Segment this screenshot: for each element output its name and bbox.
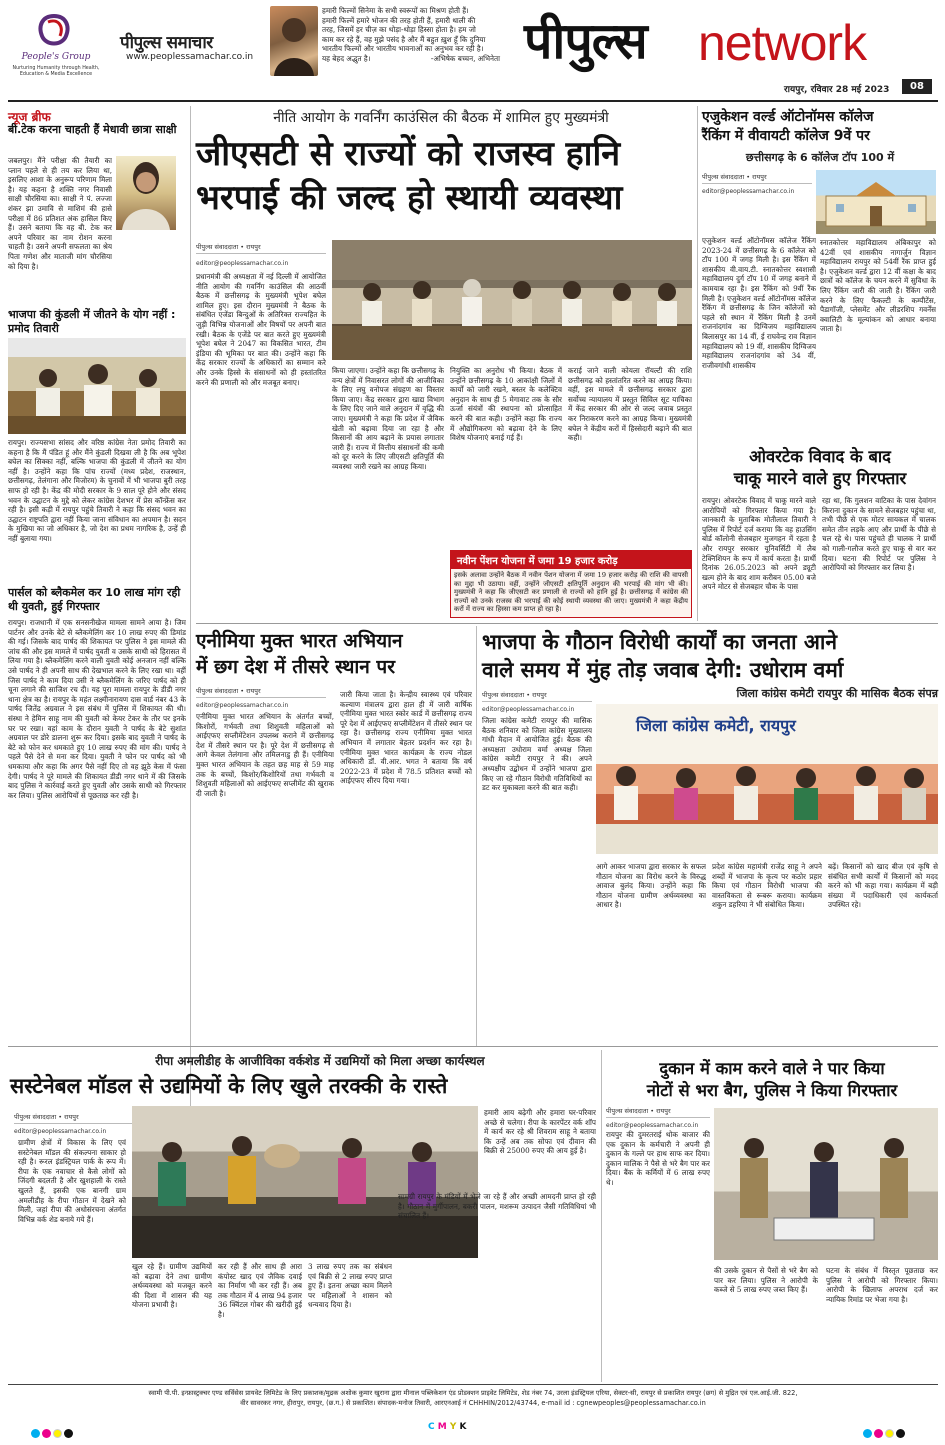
cmyk-letter: Y [449,1422,457,1432]
yellow-dot-icon [53,1429,62,1438]
worksite-text: 3 लाख रुपए तक का संबंधन एवं बिक्री से 2 लाख रुपए प्राप्त हुए हैं। इतना अच्छा काम मिलने पर महिलाओं ने शासन को धन्यवाद दिया है। [308,1262,392,1310]
nps-box [450,550,692,618]
group-tagline: Nurturing Humanity through Health, Education & Media Excellence [12,66,100,77]
nps-text: इसके अलावा उन्होंने बैठक में नवीन पेंशन योजना में जमा 19 हजार करोड़ की राशि की वापसी का मुद्दा भी उठाया। वहीं, उन्होंने जीएसटी क्षतिपूर्ति अनुदान की भरपाई की मांग भी की। मुख्यमंत्री ने कहा कि जीएसटी कर प्रणाली से राज्यों को हानि हुई है। छत्तीसगढ़ में कांग्रेस की राज्यों को उनके राजस्व की भरपाई की कोई स्थायी व्यवस्था की जाए। मुख्यमंत्री ने कहा केंद्रीय करों में राज्य का हिस्सा कम प्राप्त हो रहा है। [454,571,688,614]
bjp-text: प्रदेश कांग्रेस महामंत्री राजेंद्र साहू ने अपने शब्दों में भाजपा के कृत्य पर कठोर प्रहार किया एवं गौठान विरोधी भाजपा की वास्तविकता से रूबरू कराया। कार्यक्रम शकुन डहरिया ने भी संबोधित किया। [712,862,822,910]
anemia-headline-line: में छग देश में तीसरे स्थान पर [196,656,395,678]
brief-title: भाजपा की कुंडली में जीतने के योग नहीं : प्रमोद तिवारी [8,308,176,335]
cmyk-strip [0,1418,945,1442]
worksite-kicker: रीपा अमलीडीह के आजीविका वर्कशेड में उद्यमियों को मिला अच्छा कार्यस्थल [155,1054,485,1068]
news-brief-label: न्यूज ब्रीफ [8,110,51,124]
college-headline-line: रैंकिंग में वीवायटी कॉलेज 9वें पर [702,128,870,144]
photo-banner-text: जिला कांग्रेस कमेटी, रायपुर [636,716,796,735]
worksite-text: सामग्री रायपुर के मंडियों में भेजे जा रहे हैं और अच्छी आमदनी प्राप्त हो रही है। गौठान में मुर्गीपालन, बकरी पालन, मशरूम उत्पादन जैसी गतिविधियां भी संचालित हैं। [398,1192,596,1221]
police-arrest-photo [714,1108,938,1260]
yellow-dot-icon [885,1429,894,1438]
college-photo [816,170,936,234]
email[interactable]: editor@peoplessamachar.co.in [606,1122,699,1129]
overtake-text: रहा था, कि गुलशन वाटिका के पास देवांगन किराना दुकान के सामने सेजबहार पहुंचा था, तभी पीछे से एक मोटर सायकल में चालक समेत तीन लड़के आए और प्रार्थी के पीछे से चल रहे थे। पास पहुंचते ही चालक ने प्रार्थी को गाली-गलौज करते हुए चाकू से वार कर दिया। घटना की रिपोर्ट पर पुलिस ने आरोपियों को गिरफ्तार कर लिया है। [822,496,936,573]
email[interactable]: editor@peoplessamachar.co.in [482,706,575,713]
college-subhead: छत्तीसगढ़ के 6 कॉलेज टॉप 100 में [745,151,895,164]
shop-headline [606,1058,938,1102]
paper-name-small: पीपुल्स समाचार [120,33,213,53]
page-number: 08 [902,79,932,94]
email[interactable]: editor@peoplessamachar.co.in [196,260,289,267]
worksite-text: हमारी आय बढ़ेगी और हमारा घर-परिवार अच्छे से चलेगा। रीपा के कारपेंटर वर्क शॉप में कार्य कर रहे श्री शिवराम साहू ने बताया कि उन्हें अब तक सोफा एवं दीवान की बिक्री से 25000 रुपए की आय हुई है। [484,1108,596,1156]
quote-line: तरह, जिसमें हर चीज़ का थोड़ा-थोड़ा हिस्सा होता है। हम जो [322,25,476,35]
shop-text: रायपुर की दुमरतराई थोक बाजार की एक दुकान के कर्मचारी ने अपनी ही दुकान के गल्ले पर हाथ साफ कर दिया। दुकान मालिक ने पैसे से भरे बैग पार कर दिया। बैंक के कर्मियों में 6 लाख रुपए थे। [606,1130,710,1187]
masthead-rule [8,100,938,102]
cmyk-letter: K [459,1422,467,1432]
shop-headline-line: नोटों से भरा बैग, पुलिस ने किया गिरफ्तार [646,1081,898,1100]
column-divider [697,106,698,621]
brand-hindi: पीपुल्स [524,12,647,70]
lead-headline [196,132,696,220]
cmyk-mark-right [862,1423,906,1442]
overtake-headline-line: ओवरटेक विवाद के बाद [749,447,891,466]
bjp-headline-line: भाजपा के गौठान विरोधी कार्यों का जनता आने [482,630,838,654]
quote-line: भारतीय फिल्मों और भारतीय भावनाओं का अनुभव कर रही है। [322,44,484,54]
overtake-text: रायपुर। ओवरटेक विवाद में चाकू मारने वाले आरोपियों को गिरफ्तार किया गया है। जानकारी के मुताबिक मोतीलाल तिवारी ने पुलिस में रिपोर्ट दर्ज कराया कि वह हाउसिंग बोर्ड कॉलोनी सेजबहार मुजगहन में रहता है और रायपुर सरकार यूनिवर्सिटी में लैब टेक्निशियन के रूप में कार्य करता है। प्रार्थी दिनांक 26.05.2023 को अपने ड्यूटी खत्म होने के बाद शाम करीबन 05.00 बजे अपने मोटर से सेजबहार चौक के पास [702,496,816,592]
overtake-headline [702,446,938,490]
shop-headline-line: दुकान में काम करने वाले ने पार किया [659,1059,885,1078]
section-rule [196,623,938,624]
group-logo [8,12,104,94]
website[interactable]: www.peoplessamachar.co.in [126,52,254,62]
cmyk-letter: C [428,1422,435,1432]
byline: पीपुल्स संवाददाता • रायपुर [196,242,326,254]
bjp-text: आगे आकर भाजपा द्वारा सरकार के सफल गौठान योजना का विरोध करने के विरुद्ध आवाज बुलंद किया। उन्होंने कहा कि गौठान योजना ग्रामीण अर्थव्यवस्था का आधार है। [596,862,706,910]
quote-author-photo [270,6,318,76]
anemia-headline-line: एनीमिया मुक्त भारत अभियान [196,630,403,652]
shop-text: घटना के संबंध में विस्तृत पूछताछ कर पुलिस ने आरोपी को गिरफ्तार किया। आरोपी के खिलाफ अपराध दर्ज कर न्यायिक रिमांड पर भेजा गया है। [826,1266,938,1304]
section-rule [8,1046,938,1047]
bjp-byline [482,690,592,713]
column-divider [476,626,477,1046]
footer-imprint [16,1388,930,1408]
bjp-headline [482,628,938,684]
bjp-subhead: जिला कांग्रेस कमेटी रायपुर की मासिक बैठक संपन्न [736,687,938,700]
lead-text: कराई जाने वाली कोयला रॉयल्टी की राशि छत्तीसगढ़ को हस्तांतरित करने का आग्रह किया। वहीं, इस मामले में छत्तीसगढ़ सरकार द्वारा सर्वोच्च न्यायालय में प्रस्तुत सिविल सूट याचिका में केंद्र सरकार की ओर से जल्द जवाब प्रस्तुत कर निराकरण करने का आग्रह किया। मुख्यमंत्री बघेल ने केंद्रीय करों में हिस्सेदारी बढ़ाने की बात कही। [568,366,692,443]
meeting-table-icon [332,240,692,360]
dateline: रायपुर, रविवार 28 मई 2023 [784,85,890,95]
black-dot-icon [896,1429,905,1438]
overtake-headline-line: चाकू मारने वाले हुए गिरफ्तार [733,469,907,488]
byline: पीपुल्स संवाददाता • रायपुर [14,1112,134,1124]
shop-byline [606,1106,710,1129]
anemia-byline [196,686,326,709]
college-byline [702,172,812,195]
cmyk-mark-left [30,1423,74,1442]
congress-meeting-photo [596,704,938,854]
press-conference-photo [8,338,186,434]
email[interactable]: editor@peoplessamachar.co.in [702,188,795,195]
bjp-text: बढ़ें। किसानों को खाद बीज एवं कृषि से संबंधित सभी कार्यों में किसानों को मदद करने को भी कहा गया। कार्यक्रम में बड़ी संख्या में पदाधिकारी एवं कार्यकर्ता उपस्थित रहे। [828,862,938,910]
masthead [0,0,945,100]
lead-text: प्रधानमंत्री की अध्यक्षता में नई दिल्ली में आयोजित नीति आयोग की गवर्निंग काउंसिल की आठवीं बैठक में छत्तीसगढ़ के मुख्यमंत्री भूपेश बघेल शामिल हुए। इस दौरान मुख्यमंत्री ने बैठक के संबंधित एजेंडा बिन्दुओं के अतिरिक्त राज्यहित के जुड़ी विभिन्न योजनाओं और विषयों पर अपनी बात रखी। बैठक के एजेंडे पर बात करते हुए मुख्यमंत्री भूपेश बघेल ने 2047 का विकसित भारत, टीम इंडिया की भूमिका पर बात की। उन्होंने कहा कि केंद्र सरकार राज्यों के अधिकारों का सम्मान करे और उनके हिस्से के संसाधनों को ही हस्तांतरित करने की प्रणाली को और मजबूत बनाए। [196,272,326,387]
police-officers-icon [714,1108,938,1260]
brand-english: network [698,15,867,71]
email[interactable]: editor@peoplessamachar.co.in [196,702,289,709]
shop-text: की उसके दुकान से पैसों से भरे बैग को पार कर लिया। पुलिस ने आरोपी के कब्जे से 5 लाख रुपए जब्त किए हैं। [714,1266,818,1295]
quote-author: -अभिषेक बच्चन, अभिनेता [430,53,500,63]
group-name: People's Group [21,52,91,62]
lead-byline [196,242,326,267]
lost-sack-headline: पार्सल को ब्लैकमेल कर 10 लाख मांग रही थी युवती, हुई गिरफ्तार [8,586,181,613]
quote-line: हमारी फिल्में हमारे भोजन की तरह होती हैं, हमारी थाली की [322,15,476,25]
anemia-headline [196,628,476,680]
byline: पीपुल्स संवाददाता • रायपुर [196,686,326,698]
anemia-text: जारी किया जाता है। केन्द्रीय स्वास्थ्य एवं परिवार कल्याण मंत्रालय द्वारा हाल ही में जारी वार्षिक एनीमिया मुक्त भारत स्कोर कार्ड में छत्तीसगढ़ राज्य पूरे देश में आईएफए सप्लीमेंटेशन में तीसरे स्थान पर रहा है। छत्तीसगढ़ राज्य एनीमिया मुक्त भारत अभियान में लगातार बेहतर प्रदर्शन कर रहा है। एनीमिया मुक्त भारत कार्यक्रम के राज्य नोडल अधिकारी डॉ. वी.आर. भगत ने बताया कि वर्ष 2022-23 में प्रदेश में 78.5 प्रतिशत बच्चों को आईएफए सीरप दिया गया। [340,690,472,786]
anemia-text: एनीमिया मुक्त भारत अभियान के अंतर्गत बच्चों, किशोरों, गर्भवती तथा शिशुवती महिलाओं को आईएफए सप्लीमेंटेशन उपलब्ध कराने में छत्तीसगढ़ देश में तीसरे स्थान पर है। पूरे देश में छत्तीसगढ़ से आगे केवल तेलंगाना और तमिलनाडु ही हैं। एनीमिया मुक्त भारत अभियान के तहत छह माह से 59 माह तक के बच्चों, किशोर/किशोरियों तथा गर्भवती व शिशुवती महिलाओं को आईएफए सप्लीमेंट की खुराक दी जाती है। [196,712,334,798]
byline: पीपुल्स संवाददाता • रायपुर [482,690,592,702]
lead-headline-line: भरपाई की जल्द हो स्थायी व्यवस्था [196,178,623,218]
magenta-dot-icon [42,1429,51,1438]
person-silhouette-icon [270,6,318,76]
byline: पीपुल्स संवाददाता • रायपुर [702,172,812,184]
lost-sack-text: रायपुर। राजधानी में एक सनसनीखेज मामला सामने आया है। जिम पार्टनर और उनके बेटे से ब्लैकमेलिंग कर 10 लाख रुपए की डिमांड की गई। जिसके बाद पार्षद की शिकायत पर पुलिस ने इस मामले की जांच की और इस मामले में पार्षद युवती व उसके साथी को हिरासत में लिया गया है। ब्लैकमेलिंग करने वाली युवती कोई अनजान नहीं बल्कि उसे पार्षद ने ही अपनी साथ की देखभाल करने के लिए रखा था। वहीं जिस पार्षद ने काम दिया उसी ने ब्लैकमेलिंग के जरिए पार्षद को ही चूना लगाने की साजिश रच दी। यह पूरा मामला रायपुर के डीडी नगर थाना क्षेत्र का है। रायपुर के महंत लक्ष्मीनारायण दास वार्ड नंबर 43 के पार्षद जितेंद्र अग्रवाल ने इस संबंध में पुलिस में शिकायत की थी। संस्था ने हेमिन साहू नाम की युवती को केयर टेकर के तौर पर इनके घर पर रखा। वहां काम के दौरान युवती ने पार्षद के बेटे सुशांत अग्रवाल पर डोरे डालना शुरू कर दिया। इसके बाद युवती ने पार्षद के बेटे को फोन कर धमकाते हुए 10 लाख रुपए की मांग की। पार्षद ने पहले पैसे देने से मना कर दिया। युवती ने फोन पर पार्षद को भी धमकाया और कहा कि अगर पैसे नहीं दिए तो वह झूठे केस में फंसा देगी। पार्षद ने पूरे मामले की शिकायत डीडी नगर थाने में की जिसके बाद पुलिस ने कार्रवाई करते हुए युवती और उसके साथी को गिरफ्तार कर लिया। पुलिस आरोपियों से पूछताछ कर रही है। [8,618,186,800]
footer-rule [8,1384,938,1385]
bjp-headline-line: वाले समय में मुंह तोड़ जवाब देगी: उधोराम वर्मा [482,658,844,682]
column-divider [190,106,191,1181]
quote-box [322,6,500,92]
worksite-text: ग्रामीण क्षेत्रों में विकास के लिए एवं सस्टेनेबल मॉडल की संकल्पना साकार हो रही है। रूरल इंडस्ट्रियल पार्क के रूप में। रीपा के एक नवाचार से कैसे लोगों को जिंदगी बदलती है और खुशहाली के रास्ते खुलते हैं, इसकी एक बानगी ग्राम अमलीडीह के रीपा गौठान में देखने को मिली, जहां रीपा की अधोसंरचना अंतर्गत विभिन्न वर्क शेड बनाये गये हैं। [18,1138,126,1224]
person-silhouette-icon [116,156,176,230]
college-headline-line: एजुकेशन वर्ल्ड ऑटोनॉमस कॉलेज [702,109,874,125]
people-group-icon [596,704,938,854]
lead-text: किया जाएगा। उन्होंने कहा कि छत्तीसगढ़ के वन्य क्षेत्रों में निवासरत लोगों की आजीविका के लिए लघु वनोपज संग्रहण का विस्तार किया जाए। केंद्र सरकार द्वारा खाद्य विभाग के लिए दिए जाने वाले अनुदान में वृद्धि की जाए। मुख्यमंत्री ने कहा कि प्रदेश में जैविक खेती को बढ़ावा दिया जा रहा है और किसानों की आय बढ़ाने के प्रयास लगातार जारी हैं। राज्य में वित्तीय संसाधनों की कमी को दूर करने के लिए जीएसटी क्षतिपूर्ति की व्यवस्था जारी रखने का आग्रह किया। [332,366,444,471]
quote-line: यह बेहद अद्भुत है। [322,53,371,63]
cmyk-mark-center [428,1422,467,1432]
brief-text: जबलपुर। मैंने परीक्षा की तैयारी का प्लान पहले से ही तय कर लिया था, इसलिए आशा के अनुरूप परिणाम मिला है। यह कहना है शक्ति नगर निवासी साक्षी चौरसिया का। साक्षी ने पं. लज्जा शंकर झा उमावि से माशिमं की हासे परीक्षा में 86 प्रतिशत अंक हासिल किए हैं। उसने बताया कि वह बी. टेक कर अपने परिवार का नाम रोशन करना चाहती है। उसने अपनी सफलता का श्रेय पिता गणेश और माताजी मांग चौरसिया को दिया है। [8,156,112,271]
lead-text: नियुक्ति का अनुरोध भी किया। बैठक में उन्होंने छत्तीसगढ़ के 10 आकांक्षी जिलों में कार्यों को जारी रखने, बस्तर के कलेक्टिव अनुदान के साथ ही 5 मेगावाट तक के सौर ऊर्जा संयंत्रों की स्थापना को प्रोत्साहित करने की बात कही। उन्होंने कहा कि राज्य में औद्योगिकरण को बढ़ावा देने के लिए विशेष योजनाएं बनाई गई हैं। [450,366,562,443]
college-text: स्नातकोत्तर महाविद्यालय अंबिकापुर को 42वीं एवं शासकीय नागार्जुन विज्ञान महाविद्यालय रायपुर को 54वीं रैंक प्राप्त हुई है। एजुकेशन वर्ल्ड द्वारा 12 वीं कक्षा के बाद छात्रों को कॉलेज के चयन करने में सुविधा के लिए रैंकिंग जारी की जाती है। रैंकिंग जारी करने के लिए फैकल्टी के कम्पीटेंस, पैडागॉजी, प्लेसमेंट और लीडरशिप गवर्नेंस क्वालिटी के मूल्यांकन को आधार बनाया जाता है। [820,238,936,334]
college-headline [702,108,938,146]
brief-title: बी.टेक करना चाहती हैं मेधावी छात्रा साक्षी [8,123,177,136]
byline: पीपुल्स संवाददाता • रायपुर [606,1106,710,1118]
email[interactable]: editor@peoplessamachar.co.in [14,1128,107,1135]
imprint-line: वीर सावरकर नगर, हीरापुर, रायपुर, (छ.ग.) से प्रकाशित। संपादक-मनोज तिवारी, आरएनआई नं CHHHIN/2012/43744, e-mail id : cgnewpeoples@peoplessamachar.co.in [240,1399,706,1407]
imprint-line: स्वामी पी.पी. इन्फ्रास्ट्रक्चर एण्ड सर्विसेस प्रायवेट लिमिटेड के लिए प्रकाशक/मुद्रक अशोक कुमार खुराना द्वारा मीनाल पब्लिकेशन एंड प्रोडक्शन प्राइवेट लिमिटेड, शेड नंबर 74, उरला इंडस्ट्रियल एरिया, सेक्टर-सी, रायपुर से प्रकाशित रायपुर (छग) से मुद्रित एवं एल.आई.जी. 822, [148,1389,798,1397]
student-photo [116,156,176,230]
college-text: एजुकेशन वर्ल्ड ऑटोनॉमस कॉलेज रैंकिंग 2023-24 में छत्तीसगढ़ के 6 कॉलेज को टॉप 100 में जगह मिली है। इस रैंकिंग में शासकीय वी.वाय.टी. स्नातकोत्तर स्वशासी महाविद्यालय दुर्ग टॉप 10 में जगह बनाने में कामयाब रहा है। इस रैंकिंग को 9वीं रैंक मिली है। एजुकेशन वर्ल्ड ऑटोनॉमस कॉलेज रैंकिंग में छत्तीसगढ़ के जिन कॉलेजों को पहले सौ स्थान में रैंकिंग मिली है उनमें राजनांदगांव का दिग्विजय महाविद्यालय बिलासपुर का 14 वीं, ई राघवेन्द्र राव विज्ञान महाविद्यालय को 19 वीं, शासकीय दिग्विजय महाविद्यालय राजनांदगांव को 34 वीं, राजीवगांधी शासकीय [702,236,816,370]
lead-kicker: नीति आयोग के गवर्निंग काउंसिल की बैठक में शामिल हुए मुख्यमंत्री [273,110,609,126]
college-building-icon [816,170,936,234]
cmyk-letter: M [437,1422,447,1432]
worksite-text: खुल रहे हैं। ग्रामीण उद्यमियों को बढ़ावा देने तथा ग्रामीण अर्थव्यवस्था को मजबूत करने की दिशा में शासन की यह योजना प्रभावी है। [132,1262,212,1310]
quote-line: हमारी फिल्मों सिनेमा के सभी स्वरूपों का मिश्रण होती हैं। [322,6,469,15]
quote-line: काम कर रहे हैं, वह मुझे पसंद है और मैं बहुत ख़ुश हूँ कि दुनिया [322,34,486,44]
bjp-text: जिला कांग्रेस कमेटी रायपुर की मासिक बैठक शनिवार को जिला कांग्रेस मुख्यालय गांधी मैदान में आयोजित हुई। बैठक की अध्यक्षता उधोराम वर्मा अध्यक्ष जिला कांग्रेस कमेटी रायपुर ने की। अपने अध्यक्षीय उद्बोधन में उन्होंने भाजपा द्वारा किए जा रहे गौठान विरोधी गतिविधियों का डट कर मुकाबला करने की बात कही। [482,716,592,793]
lead-headline-line: जीएसटी से राज्यों को राजस्व हानि [196,134,621,174]
worksite-text: कर रही हैं और साथ ही आरा कंपोस्ट खाद एवं जैविक दवाई का निर्माण भी कर रही हैं। अब तक गौठान में 4 लाख 94 हजार 36 क्विंटल गोबर की खरीदी हुई है। [218,1262,302,1319]
column-divider [601,1050,602,1382]
people-group-icon [8,338,186,434]
nps-title: नवीन पेंशन योजना में जमा 19 हजार करोड़ [451,551,691,569]
niti-aayog-photo [332,240,692,360]
brief-text: रायपुर। राज्यसभा सांसद और वरिष्ठ कांग्रेस नेता प्रमोद तिवारी का कहना है कि मैं पंडित हूं और मैंने कुंडली दिखवा ली है कि अब भूपेश बघेल का सिक्का नहीं, बल्कि भाजपा की कुंडली में जीतने का योग नहीं है। उन्होंने कहा कि पांच राज्यों (मध्य प्रदेश, राजस्थान, छत्तीसगढ़, तेलंगाना और मिजोरम) के चुनावों में भी भाजपा बुरी तरह साफ हो रही है। केंद्र की मोदी सरकार के 9 साल पूरे होने और संसद भवन के उद्घाटन के मुद्दे को लेकर कांग्रेस देशभर में प्रेस कॉन्फ्रेंस कर रही है। इसी कड़ी में रायपुर पहुंचे तिवारी ने कहा कि संसद भवन का उद्घाटन राष्ट्रपति द्वारा नहीं किया जाना संविधान का अपमान है। सदन के मुखिया का जो अधिकार है, जो देश का प्रथम नागरिक है, उन्हें ही नहीं बुलाया गया। [8,438,186,543]
magenta-dot-icon [874,1429,883,1438]
black-dot-icon [64,1429,73,1438]
group-logo-icon [34,12,74,50]
cyan-dot-icon [863,1429,872,1438]
worksite-byline [14,1112,134,1135]
worksite-headline: सस्टेनेबल मॉडल से उद्यमियों के लिए खुले तरक्की के रास्ते [10,1074,448,1098]
cyan-dot-icon [31,1429,40,1438]
